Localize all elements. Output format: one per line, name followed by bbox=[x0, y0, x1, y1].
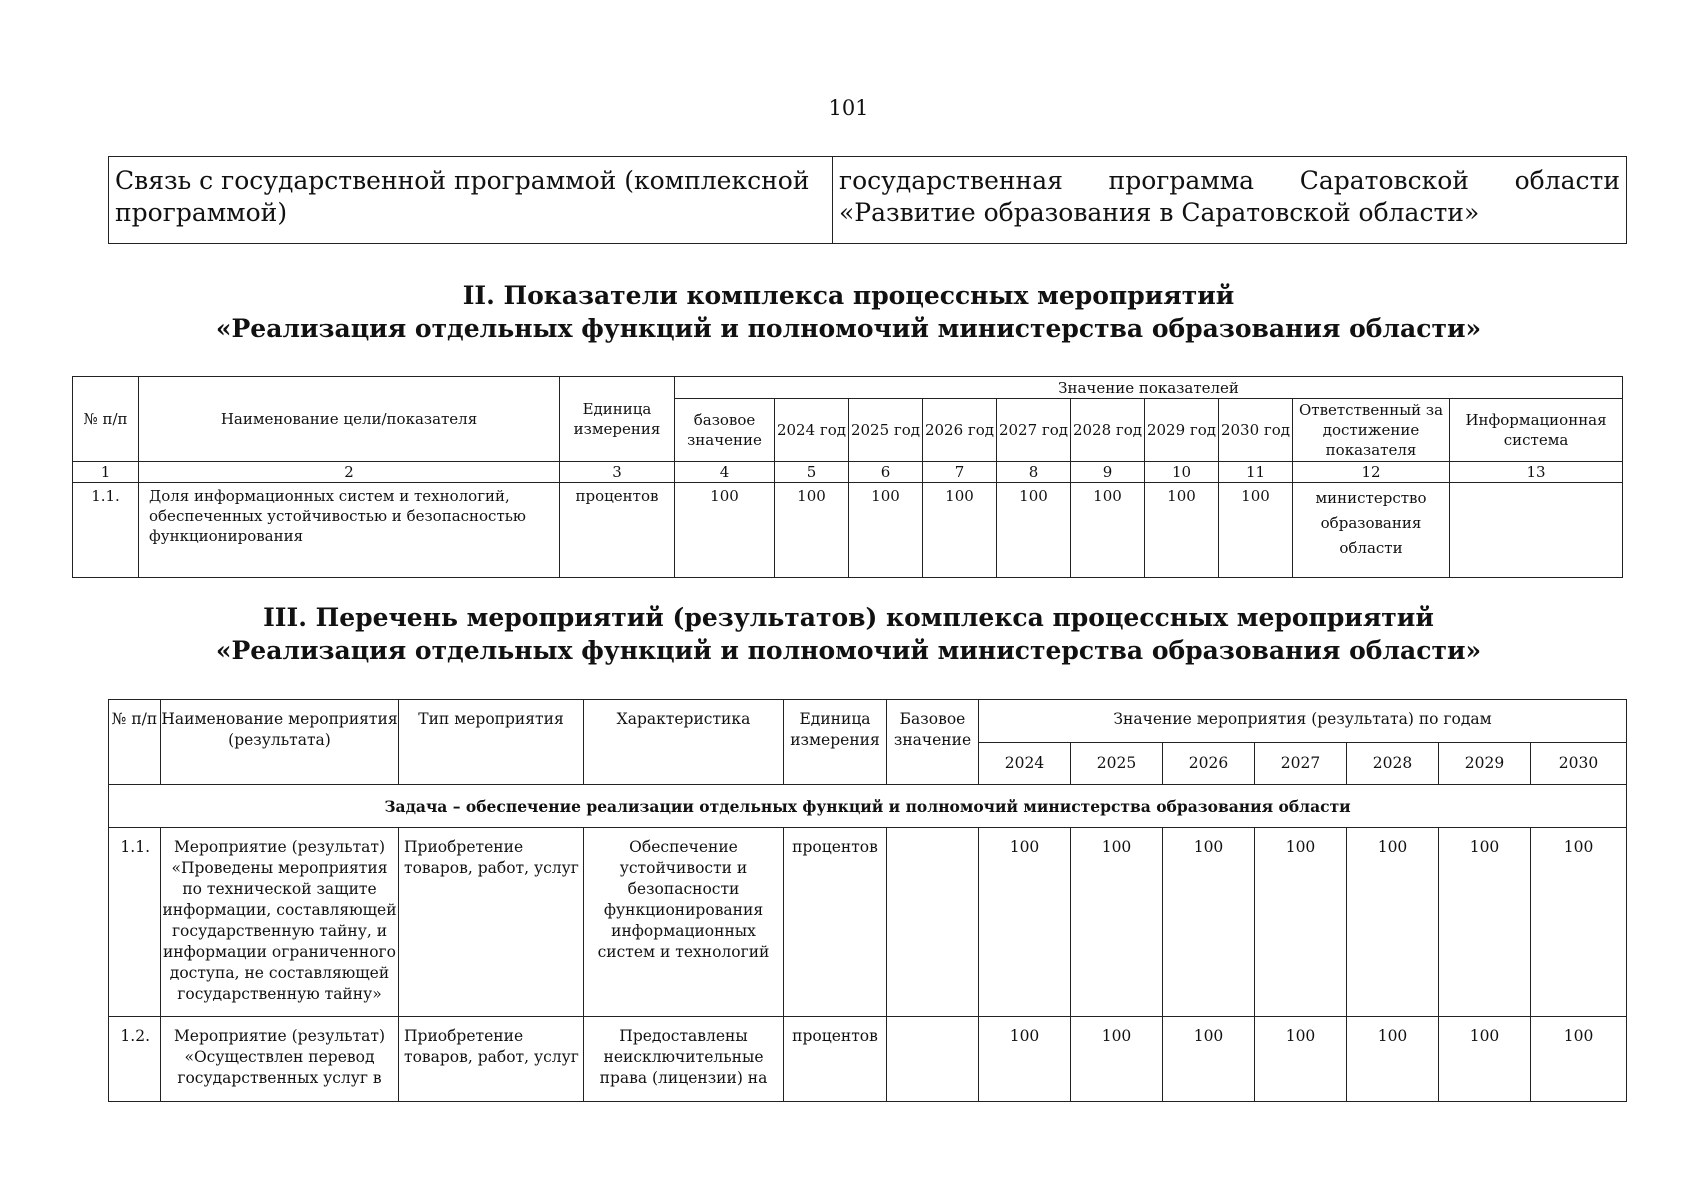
row-value-2026: 100 bbox=[1163, 1017, 1255, 1102]
header-indicator-name: Наименование цели/показателя bbox=[139, 377, 560, 462]
column-number: 1 bbox=[73, 462, 139, 483]
row-value-2024: 100 bbox=[979, 1017, 1071, 1102]
section-2-title bbox=[0, 279, 1697, 345]
header-year-2025: 2025 bbox=[1071, 743, 1163, 785]
header-num: № п/п bbox=[109, 700, 161, 785]
column-number: 6 bbox=[849, 462, 923, 483]
column-number: 3 bbox=[560, 462, 675, 483]
header-year-2029: 2029 год bbox=[1145, 399, 1219, 462]
row-num: 1.1. bbox=[73, 483, 139, 578]
table-row bbox=[73, 483, 1623, 578]
section-2-title-line-2: «Реализация отдельных функций и полномочий министерства образования области» bbox=[215, 314, 1482, 343]
header-base-value: базовое значение bbox=[675, 399, 775, 462]
column-number: 5 bbox=[775, 462, 849, 483]
row-base-value bbox=[887, 1017, 979, 1102]
column-number: 8 bbox=[997, 462, 1071, 483]
row-unit: процентов bbox=[784, 828, 887, 1017]
row-responsible: министерство образования области bbox=[1293, 483, 1450, 578]
row-value-2029: 100 bbox=[1439, 828, 1531, 1017]
section-3-title bbox=[0, 601, 1697, 667]
header-activity-type: Тип мероприятия bbox=[399, 700, 584, 785]
table-row bbox=[109, 828, 1627, 1017]
row-value-2024: 100 bbox=[979, 828, 1071, 1017]
row-characteristic: Обеспечение устойчивости и безопасности функционирования информационных систем и технологий bbox=[584, 828, 784, 1017]
row-activity-type: Приобретение товаров, работ, услуг bbox=[399, 828, 584, 1017]
row-value-2030: 100 bbox=[1531, 1017, 1627, 1102]
row-value-2025: 100 bbox=[1071, 828, 1163, 1017]
header-year-2028: 2028 bbox=[1347, 743, 1439, 785]
row-value-2025: 100 bbox=[849, 483, 923, 578]
column-number: 13 bbox=[1450, 462, 1623, 483]
row-value-2026: 100 bbox=[923, 483, 997, 578]
row-value-2028: 100 bbox=[1071, 483, 1145, 578]
row-activity-name: Мероприятие (результат) «Осуществлен перевод государственных услуг в bbox=[161, 1017, 399, 1102]
row-value-2024: 100 bbox=[775, 483, 849, 578]
row-value-2028: 100 bbox=[1347, 1017, 1439, 1102]
header-year-2029: 2029 bbox=[1439, 743, 1531, 785]
section-3-title-line-2: «Реализация отдельных функций и полномочий министерства образования области» bbox=[215, 636, 1482, 665]
program-link-label: Связь с государственной программой (комплексной программой) bbox=[109, 157, 833, 244]
row-activity-name: Мероприятие (результат) «Проведены мероприятия по технической защите информации, составляющей государственную тайну, и информации ограниченного доступа, не составляющей государственную тайну» bbox=[161, 828, 399, 1017]
header-values-group: Значение показателей bbox=[675, 377, 1623, 399]
indicators-table bbox=[72, 376, 1623, 578]
header-base-value: Базовое значение bbox=[887, 700, 979, 785]
row-value-2027: 100 bbox=[997, 483, 1071, 578]
row-value-2030: 100 bbox=[1219, 483, 1293, 578]
row-value-2029: 100 bbox=[1145, 483, 1219, 578]
row-value-2027: 100 bbox=[1255, 828, 1347, 1017]
row-value-2025: 100 bbox=[1071, 1017, 1163, 1102]
task-row: Задача – обеспечение реализации отдельных функций и полномочий министерства образования области bbox=[109, 785, 1627, 828]
row-activity-type: Приобретение товаров, работ, услуг bbox=[399, 1017, 584, 1102]
page-number: 101 bbox=[828, 96, 869, 120]
section-2-title-line-1: II. Показатели комплекса процессных мероприятий bbox=[462, 281, 1235, 310]
header-characteristic: Характеристика bbox=[584, 700, 784, 785]
row-info-system bbox=[1450, 483, 1623, 578]
row-value-2027: 100 bbox=[1255, 1017, 1347, 1102]
header-year-2030: 2030 bbox=[1531, 743, 1627, 785]
column-number: 4 bbox=[675, 462, 775, 483]
column-numbers-row bbox=[73, 462, 1623, 483]
row-base-value: 100 bbox=[675, 483, 775, 578]
header-year-2025: 2025 год bbox=[849, 399, 923, 462]
header-responsible: Ответственный за достижение показателя bbox=[1293, 399, 1450, 462]
header-year-2027: 2027 год bbox=[997, 399, 1071, 462]
activities-table bbox=[108, 699, 1627, 1102]
column-number: 12 bbox=[1293, 462, 1450, 483]
header-info-system: Информационная система bbox=[1450, 399, 1623, 462]
header-unit: Единица измерения bbox=[784, 700, 887, 785]
header-year-2026: 2026 bbox=[1163, 743, 1255, 785]
row-base-value bbox=[887, 828, 979, 1017]
row-unit: процентов bbox=[784, 1017, 887, 1102]
row-value-2028: 100 bbox=[1347, 828, 1439, 1017]
header-num: № п/п bbox=[73, 377, 139, 462]
header-year-2027: 2027 bbox=[1255, 743, 1347, 785]
column-number: 7 bbox=[923, 462, 997, 483]
header-year-2026: 2026 год bbox=[923, 399, 997, 462]
header-year-2024: 2024 bbox=[979, 743, 1071, 785]
row-characteristic: Предоставлены неисключительные права (лицензии) на bbox=[584, 1017, 784, 1102]
column-number: 9 bbox=[1071, 462, 1145, 483]
table-row bbox=[109, 1017, 1627, 1102]
row-unit: процентов bbox=[560, 483, 675, 578]
row-num: 1.1. bbox=[109, 828, 161, 1017]
column-number: 11 bbox=[1219, 462, 1293, 483]
row-value-2030: 100 bbox=[1531, 828, 1627, 1017]
row-num: 1.2. bbox=[109, 1017, 161, 1102]
header-year-2024: 2024 год bbox=[775, 399, 849, 462]
column-number: 2 bbox=[139, 462, 560, 483]
program-link-value: государственная программа Саратовской области «Развитие образования в Саратовской области» bbox=[833, 157, 1627, 244]
program-link-table bbox=[108, 156, 1627, 244]
row-indicator-name: Доля информационных систем и технологий, обеспеченных устойчивостью и безопасностью функционирования bbox=[139, 483, 560, 578]
header-unit: Единица измерения bbox=[560, 377, 675, 462]
header-year-2030: 2030 год bbox=[1219, 399, 1293, 462]
row-value-2026: 100 bbox=[1163, 828, 1255, 1017]
row-value-2029: 100 bbox=[1439, 1017, 1531, 1102]
header-activity-name: Наименование мероприятия (результата) bbox=[161, 700, 399, 785]
header-values-by-year: Значение мероприятия (результата) по годам bbox=[979, 700, 1627, 743]
section-3-title-line-1: III. Перечень мероприятий (результатов) комплекса процессных мероприятий bbox=[263, 603, 1434, 632]
header-year-2028: 2028 год bbox=[1071, 399, 1145, 462]
column-number: 10 bbox=[1145, 462, 1219, 483]
